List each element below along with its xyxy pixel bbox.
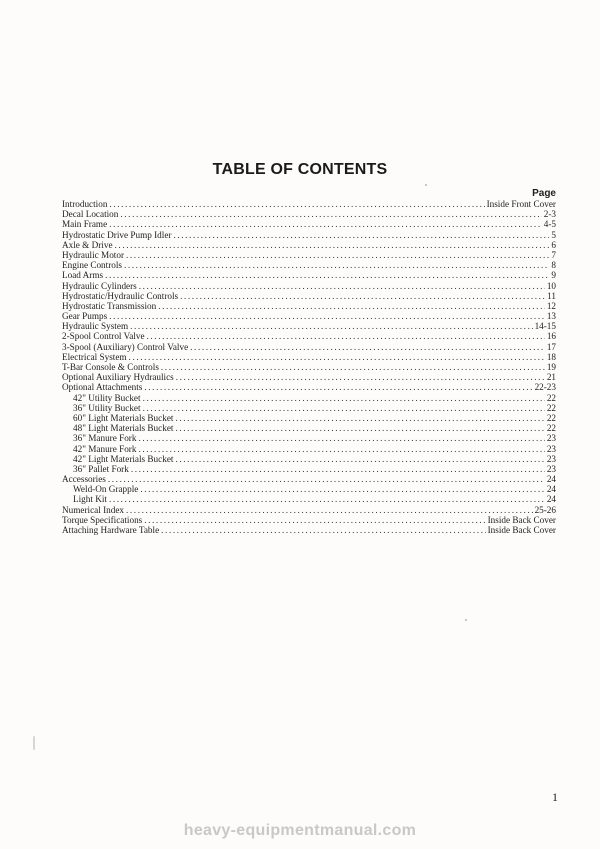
toc-entry-page: 5 [551, 229, 556, 240]
toc-entry-label: Optional Attachments [62, 382, 143, 393]
toc-entry-page: 24 [546, 474, 556, 485]
toc-entry-page: 21 [546, 372, 556, 383]
toc-entry-label: Accessories [62, 474, 106, 485]
toc-entry [62, 250, 556, 260]
toc-entry-page: 22 [546, 392, 556, 403]
toc-entry-page: 12 [546, 300, 556, 311]
toc-entry-label: 42" Utility Bucket [73, 392, 141, 403]
dot-leader [147, 331, 545, 341]
dot-leader [105, 270, 549, 280]
toc-entry [62, 403, 556, 413]
toc-entry-label: 36" Manure Fork [73, 433, 137, 444]
toc-entry-page: 14-15 [534, 321, 556, 332]
toc-entry-label: 36" Pallet Fork [73, 463, 129, 474]
toc-entry-label: Load Arms [62, 270, 104, 281]
toc-entry [62, 291, 556, 301]
page-title: TABLE OF CONTENTS [212, 161, 388, 178]
toc-entry-label: 42" Light Materials Bucket [73, 453, 174, 464]
toc-entry [62, 199, 556, 209]
dot-leader [138, 433, 544, 443]
toc-entry [62, 372, 556, 382]
toc-entry-page: 23 [546, 463, 556, 474]
paper-speck [425, 184, 427, 186]
toc-entry [62, 219, 556, 229]
toc-entry [62, 444, 556, 454]
dot-leader [120, 209, 541, 219]
toc-entry [62, 281, 556, 291]
toc-list [62, 199, 556, 535]
toc-entry-label: Attaching Hardware Table [62, 525, 160, 535]
dot-leader [175, 413, 544, 423]
toc-entry-page: Inside Front Cover [486, 199, 556, 209]
toc-entry-page: 23 [546, 443, 556, 454]
toc-entry [62, 515, 556, 525]
toc-entry-page: 13 [546, 311, 556, 322]
dot-leader [144, 382, 532, 392]
toc-entry-page: 22 [546, 402, 556, 413]
toc-entry [62, 382, 556, 392]
toc-entry [62, 301, 556, 311]
toc-entry [62, 230, 556, 240]
dot-leader [175, 454, 544, 464]
toc-entry-page: Inside Back Cover [487, 514, 556, 525]
dot-leader [143, 403, 545, 413]
toc-entry [62, 342, 556, 352]
watermark: heavy-equipmentmanual.com [183, 822, 417, 839]
toc-entry [62, 413, 556, 423]
dot-leader [176, 372, 545, 382]
toc-entry-label: T-Bar Console & Controls [62, 362, 159, 372]
toc-entry-label: 48" Light Materials Bucket [73, 423, 174, 434]
toc-entry-label: 60" Light Materials Bucket [73, 412, 174, 423]
toc-entry [62, 362, 556, 372]
toc-entry-page: 7 [551, 249, 556, 260]
toc-entry-page: 22 [546, 412, 556, 423]
dot-leader [144, 515, 485, 525]
paper-speck [465, 619, 467, 621]
toc-entry [62, 331, 556, 341]
dot-leader [158, 301, 545, 311]
toc-entry-label: 42" Manure Fork [73, 443, 137, 454]
toc-entry-page: 16 [546, 331, 556, 342]
dot-leader [190, 342, 545, 352]
toc-entry [62, 393, 556, 403]
toc-entry-page: 24 [546, 484, 556, 495]
toc-entry-label: Hydrostatic Transmission [62, 300, 157, 311]
toc-entry [62, 423, 556, 433]
toc-entry [62, 240, 556, 250]
toc-entry-page: 4-5 [543, 219, 556, 230]
toc-entry-label: Hydraulic Cylinders [62, 280, 137, 291]
toc-entry-label: Torque Specifications [62, 514, 143, 525]
dot-leader [124, 260, 549, 270]
toc-entry-label: Introduction [62, 199, 108, 209]
toc-entry-page: 22 [546, 423, 556, 434]
dot-leader [129, 352, 545, 362]
dot-leader [180, 291, 545, 301]
page-column-heading: Page [532, 188, 556, 199]
toc-entry-page: Inside Back Cover [487, 525, 556, 535]
dot-leader [173, 230, 549, 240]
dot-leader [126, 250, 549, 260]
toc-entry [62, 505, 556, 515]
toc-entry [62, 494, 556, 504]
toc-entry-label: Numerical Index [62, 504, 124, 515]
toc-entry-page: 2-3 [543, 209, 556, 220]
toc-entry-page: 25-26 [534, 504, 556, 515]
dot-leader [175, 423, 544, 433]
dot-leader [138, 444, 544, 454]
toc-entry-label: Hydraulic Motor [62, 249, 125, 260]
dot-leader [109, 219, 542, 229]
toc-entry-page: 22-23 [534, 382, 556, 393]
dot-leader [161, 525, 485, 535]
toc-entry-label: Light Kit [73, 494, 107, 505]
toc-entry-page: 11 [547, 290, 556, 301]
toc-entry-page: 19 [546, 362, 556, 372]
toc-entry [62, 270, 556, 280]
toc-entry [62, 525, 556, 535]
dot-leader [109, 311, 545, 321]
dot-leader [139, 281, 545, 291]
dot-leader [109, 199, 484, 209]
paper-speck [33, 736, 35, 750]
toc-entry-page: 24 [546, 494, 556, 505]
toc-entry-label: 2-Spool Control Valve [62, 331, 145, 342]
toc-entry [62, 352, 556, 362]
toc-entry [62, 474, 556, 484]
toc-entry-page: 23 [546, 433, 556, 444]
toc-entry [62, 454, 556, 464]
toc-entry-label: Gear Pumps [62, 311, 108, 322]
toc-entry-label: 3-Spool (Auxiliary) Control Valve [62, 341, 189, 352]
toc-entry [62, 260, 556, 270]
dot-leader [143, 393, 545, 403]
dot-leader [130, 321, 532, 331]
toc-entry-label: 36" Utility Bucket [73, 402, 141, 413]
toc-entry-label: Hydrostatic/Hydraulic Controls [62, 290, 179, 301]
toc-entry-page: 18 [546, 351, 556, 362]
dot-leader [115, 240, 550, 250]
toc-entry [62, 311, 556, 321]
toc-entry-page: 23 [546, 453, 556, 464]
toc-entry-label: Engine Controls [62, 260, 122, 271]
toc-entry [62, 321, 556, 331]
dot-leader [108, 474, 545, 484]
dot-leader [140, 484, 544, 494]
toc-entry [62, 464, 556, 474]
toc-entry-label: Optional Auxiliary Hydraulics [62, 372, 174, 383]
toc-entry [62, 484, 556, 494]
toc-entry-page: 6 [551, 239, 556, 250]
dot-leader [161, 362, 545, 372]
toc-entry-label: Main Frame [62, 219, 108, 230]
toc-entry-label: Hydrostatic Drive Pump Idler [62, 229, 172, 240]
toc-entry-label: Axle & Drive [62, 239, 113, 250]
toc-entry [62, 209, 556, 219]
dot-leader [109, 494, 545, 504]
page-number: 1 [552, 790, 558, 804]
toc-entry-label: Weld-On Grapple [73, 484, 139, 495]
toc-entry-page: 17 [546, 341, 556, 352]
toc-entry-label: Decal Location [62, 209, 119, 220]
toc-entry-label: Hydraulic System [62, 321, 129, 332]
toc-entry [62, 433, 556, 443]
dot-leader [131, 464, 545, 474]
toc-entry-page: 9 [551, 270, 556, 281]
dot-leader [126, 505, 533, 515]
toc-entry-label: Electrical System [62, 351, 127, 362]
toc-entry-page: 10 [546, 280, 556, 291]
toc-entry-page: 8 [551, 260, 556, 271]
